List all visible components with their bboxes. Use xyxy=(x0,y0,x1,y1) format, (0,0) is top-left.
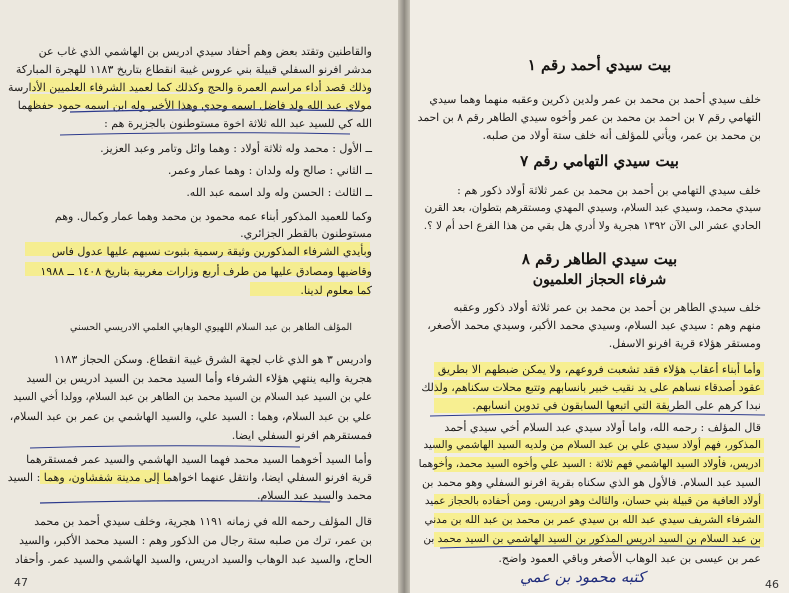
paragraph-line: قرية افرنو السفلي ايضا، وانتقل عنهما اخواهما إلى مدينة شفشاون، وهما : السيد xyxy=(7,471,372,484)
paragraph-line: الحادي عشر الى الآن ١٣٩٢ هجرية ولا أدري هل بقي من هذا الفرع احد أم لا ؟. xyxy=(423,220,761,232)
paragraph-line: خلف سيدي الطاهر بن أحمد بن محمد بن عمر ثلاثة أولاد ذكور وعقبه xyxy=(453,301,761,314)
paragraph-line: ادريس، فأولاد السيد الهاشمي فهم ثلاثة : السيد علي وأخوه السيد محمد، وأخوهما xyxy=(418,458,761,470)
paragraph-line: وقاضيها ومصادق عليها من طرف أربع وزارات مغربية بتاريخ ١٤٠٨ ــ ١٩٨٨ xyxy=(40,265,372,278)
paragraph-line: هجرية واليه ينتهي هؤلاء الشرفاء وأما السيد محمد بن السيد ادريس بن السيد xyxy=(26,372,372,385)
paragraph-line: وأما أبناء أعقاب هؤلاء فقد تشعبت فروعهم، ولا يمكن ضبطهم الا بطريق xyxy=(437,363,761,376)
page-number: 46 xyxy=(765,578,779,591)
paragraph-line: مستوطنون بالقطر الجزائري. xyxy=(240,227,372,240)
right-page xyxy=(410,0,789,593)
paragraph-line: التهامي رقم ٧ بن احمد بن محمد بن عمر وأخوه سيدي الطاهر رقم ٨ بن احمد xyxy=(417,111,761,124)
paragraph-line: بن محمد بن عمر، ويأتي للمؤلف أنه خلف ستة أولاد من صلبه. xyxy=(482,129,761,142)
paragraph-line: المذكور، فهم أولاد سيدي علي بن عبد السلام من ولديه السيد الهاشمي والسيد xyxy=(423,439,761,451)
paragraph-line: محمد والسيد عبد السلام. xyxy=(257,489,372,502)
paragraph-line: كما معلوم لدينا. xyxy=(300,284,372,297)
paragraph-line: مدشر افرنو السفلي قبيلة بني عروس غيبة انقطاع بتاريخ ١١٨٣ للهجرة المباركة xyxy=(15,63,372,76)
section-subheading: شرفاء الحجاز العلميون xyxy=(532,272,667,288)
page-number: 47 xyxy=(14,576,28,589)
paragraph-line: الشرفاء الشريف سيدي عبد الله بن سيدي عمر بن محمد بن عبد الله بن مدني xyxy=(424,514,761,526)
paragraph-line: فمستقرهم افرنو السفلي ايضا. xyxy=(231,429,372,442)
paragraph-line: وكما للعميد المذكور أبناء عمه محمود بن محمد وهما عمار وكمال. وهم xyxy=(54,210,372,223)
paragraph-line: عمر بن عيسى بن عبد الوهاب الأصغر وباقي العمود واضح. xyxy=(498,552,761,565)
paragraph-line: بن عبد السلام بن السيد ادريس المذكور بن السيد الهاشمي بن السيد محمد بن xyxy=(423,533,761,545)
pen-underline-marks xyxy=(410,0,789,593)
paragraph-line: منهم وهم : سيدي عبد السلام، وسيدي محمد الأكبر، وسيدي محمد الأصغر، xyxy=(427,319,761,332)
paragraph-line: قال المؤلف : رحمه الله، واما أولاد سيدي عبد السلام أخي سيدي أحمد xyxy=(444,421,761,434)
paragraph-line: السيد عبد السلام. فالأول هو الذي سكناه بقرية افرنو السفلي وهو محمد بن xyxy=(422,476,761,489)
paragraph-line: والقاطنين وتقتد بعض وهم أحفاد سيدي ادريس بن الهاشمي الذي غاب عن xyxy=(38,45,372,58)
handwritten-signature: كتبه محمود بن عمي xyxy=(520,568,646,586)
section-heading: بيت سيدي الطاهر رقم ٨ xyxy=(521,250,678,268)
paragraph-line: خلف سيدي أحمد بن محمد بن عمر ولدين ذكرين وعقبه منهما وهما سيدي xyxy=(429,93,761,106)
paragraph-line: وادريس ٣ هو الذي غاب لجهة الشرق غيبة انقطاع. وسكن الحجاز ١١٨٣ xyxy=(53,353,372,366)
paragraph-line: نبدا كرهم على الطريقة التي اتبعها السابقون في تدوين انسابهم. xyxy=(472,399,761,412)
paragraph-line: ومستقر هؤلاء قرية افرنو الاسفل. xyxy=(608,337,761,350)
paragraph-line: عقود أصدقاء نساهم على يد نقيب خبير بانسابهم وتتبع محلات سكناهم، ولذلك xyxy=(421,381,761,394)
list-item: ــ الثاني : صالح وله ولدان : وهما عمار وعمر. xyxy=(167,164,372,177)
paragraph-line: علي بن عبد السلام، وهما : السيد علي، والسيد الهاشمي بن عمر بن عبد السلام، xyxy=(9,410,372,423)
section-heading: بيت سيدي التهامي رقم ٧ xyxy=(520,152,679,170)
paragraph-line: وبأيدي الشرفاء المذكورين وثيقة رسمية بثبوت نسبهم عليها عدول فاس xyxy=(51,245,372,258)
paragraph-line: سيدي محمد، وسيدي عبد السلام، وسيدي المهدي ومستقرهم بتطوان، بعد القرن xyxy=(424,202,761,214)
paragraph-line: أولاد العافية من قبيلة بني حسان، والثالث وهو ادريس. ومن أحفاده بالحجاز عميد xyxy=(424,495,761,507)
paragraph-line: وذلك قصد أداء مراسم العمرة والحج وكذلك كما لعميد الشرفاء العلميين الأدارسة xyxy=(8,81,372,94)
paragraph-line: بن عمر، ترك من صلبه ستة رجال من الذكور وهم : السيد محمد الأكبر، والسيد xyxy=(19,534,372,547)
paragraph-line: الحاج، والسيد عبد الوهاب والسيد ادريس، والسيد الهاشمي والسيد عمر. وأحفاد xyxy=(14,553,372,566)
section-heading: بيت سيدي أحمد رقم ١ xyxy=(527,56,672,74)
paragraph-line: وأما السيد أخوهما السيد محمد فهما السيد الهاشمي والسيد عمر فمستقرهما xyxy=(26,453,372,466)
paragraph-line: الله كي للسيد عبد الله ثلاثة اخوة مستوطنون بالجزيرة هم : xyxy=(104,117,372,130)
list-item: ــ الثالث : الحسن وله ولد اسمه عبد الله. xyxy=(186,186,372,199)
section-caption: المؤلف الطاهر بن عبد السلام اللهيوي الوهابي العلمي الادريسي الحسني xyxy=(70,322,352,333)
list-item: ــ الأول : محمد وله ثلاثة أولاد : وهما وائل وتامر وعبد العزيز. xyxy=(100,142,372,155)
paragraph-line: علي بن السيد عبد السلام بن السيد محمد بن الطاهر بن عبد السلام، وولدا أخي السيد xyxy=(13,391,372,403)
paragraph-line: مولاي عبد الله ولد فاضل اسمه وجدي وهذا الأخير وله ابن اسمه حمود حفظهما xyxy=(17,99,372,112)
paragraph-line: خلف سيدي التهامي بن أحمد بن محمد بن عمر ثلاثة أولاد ذكور هم : xyxy=(457,184,761,197)
paragraph-line: قال المؤلف رحمه الله في زمانه ١١٩١ هجرية، وخلف سيدي أحمد بن محمد xyxy=(34,515,372,528)
